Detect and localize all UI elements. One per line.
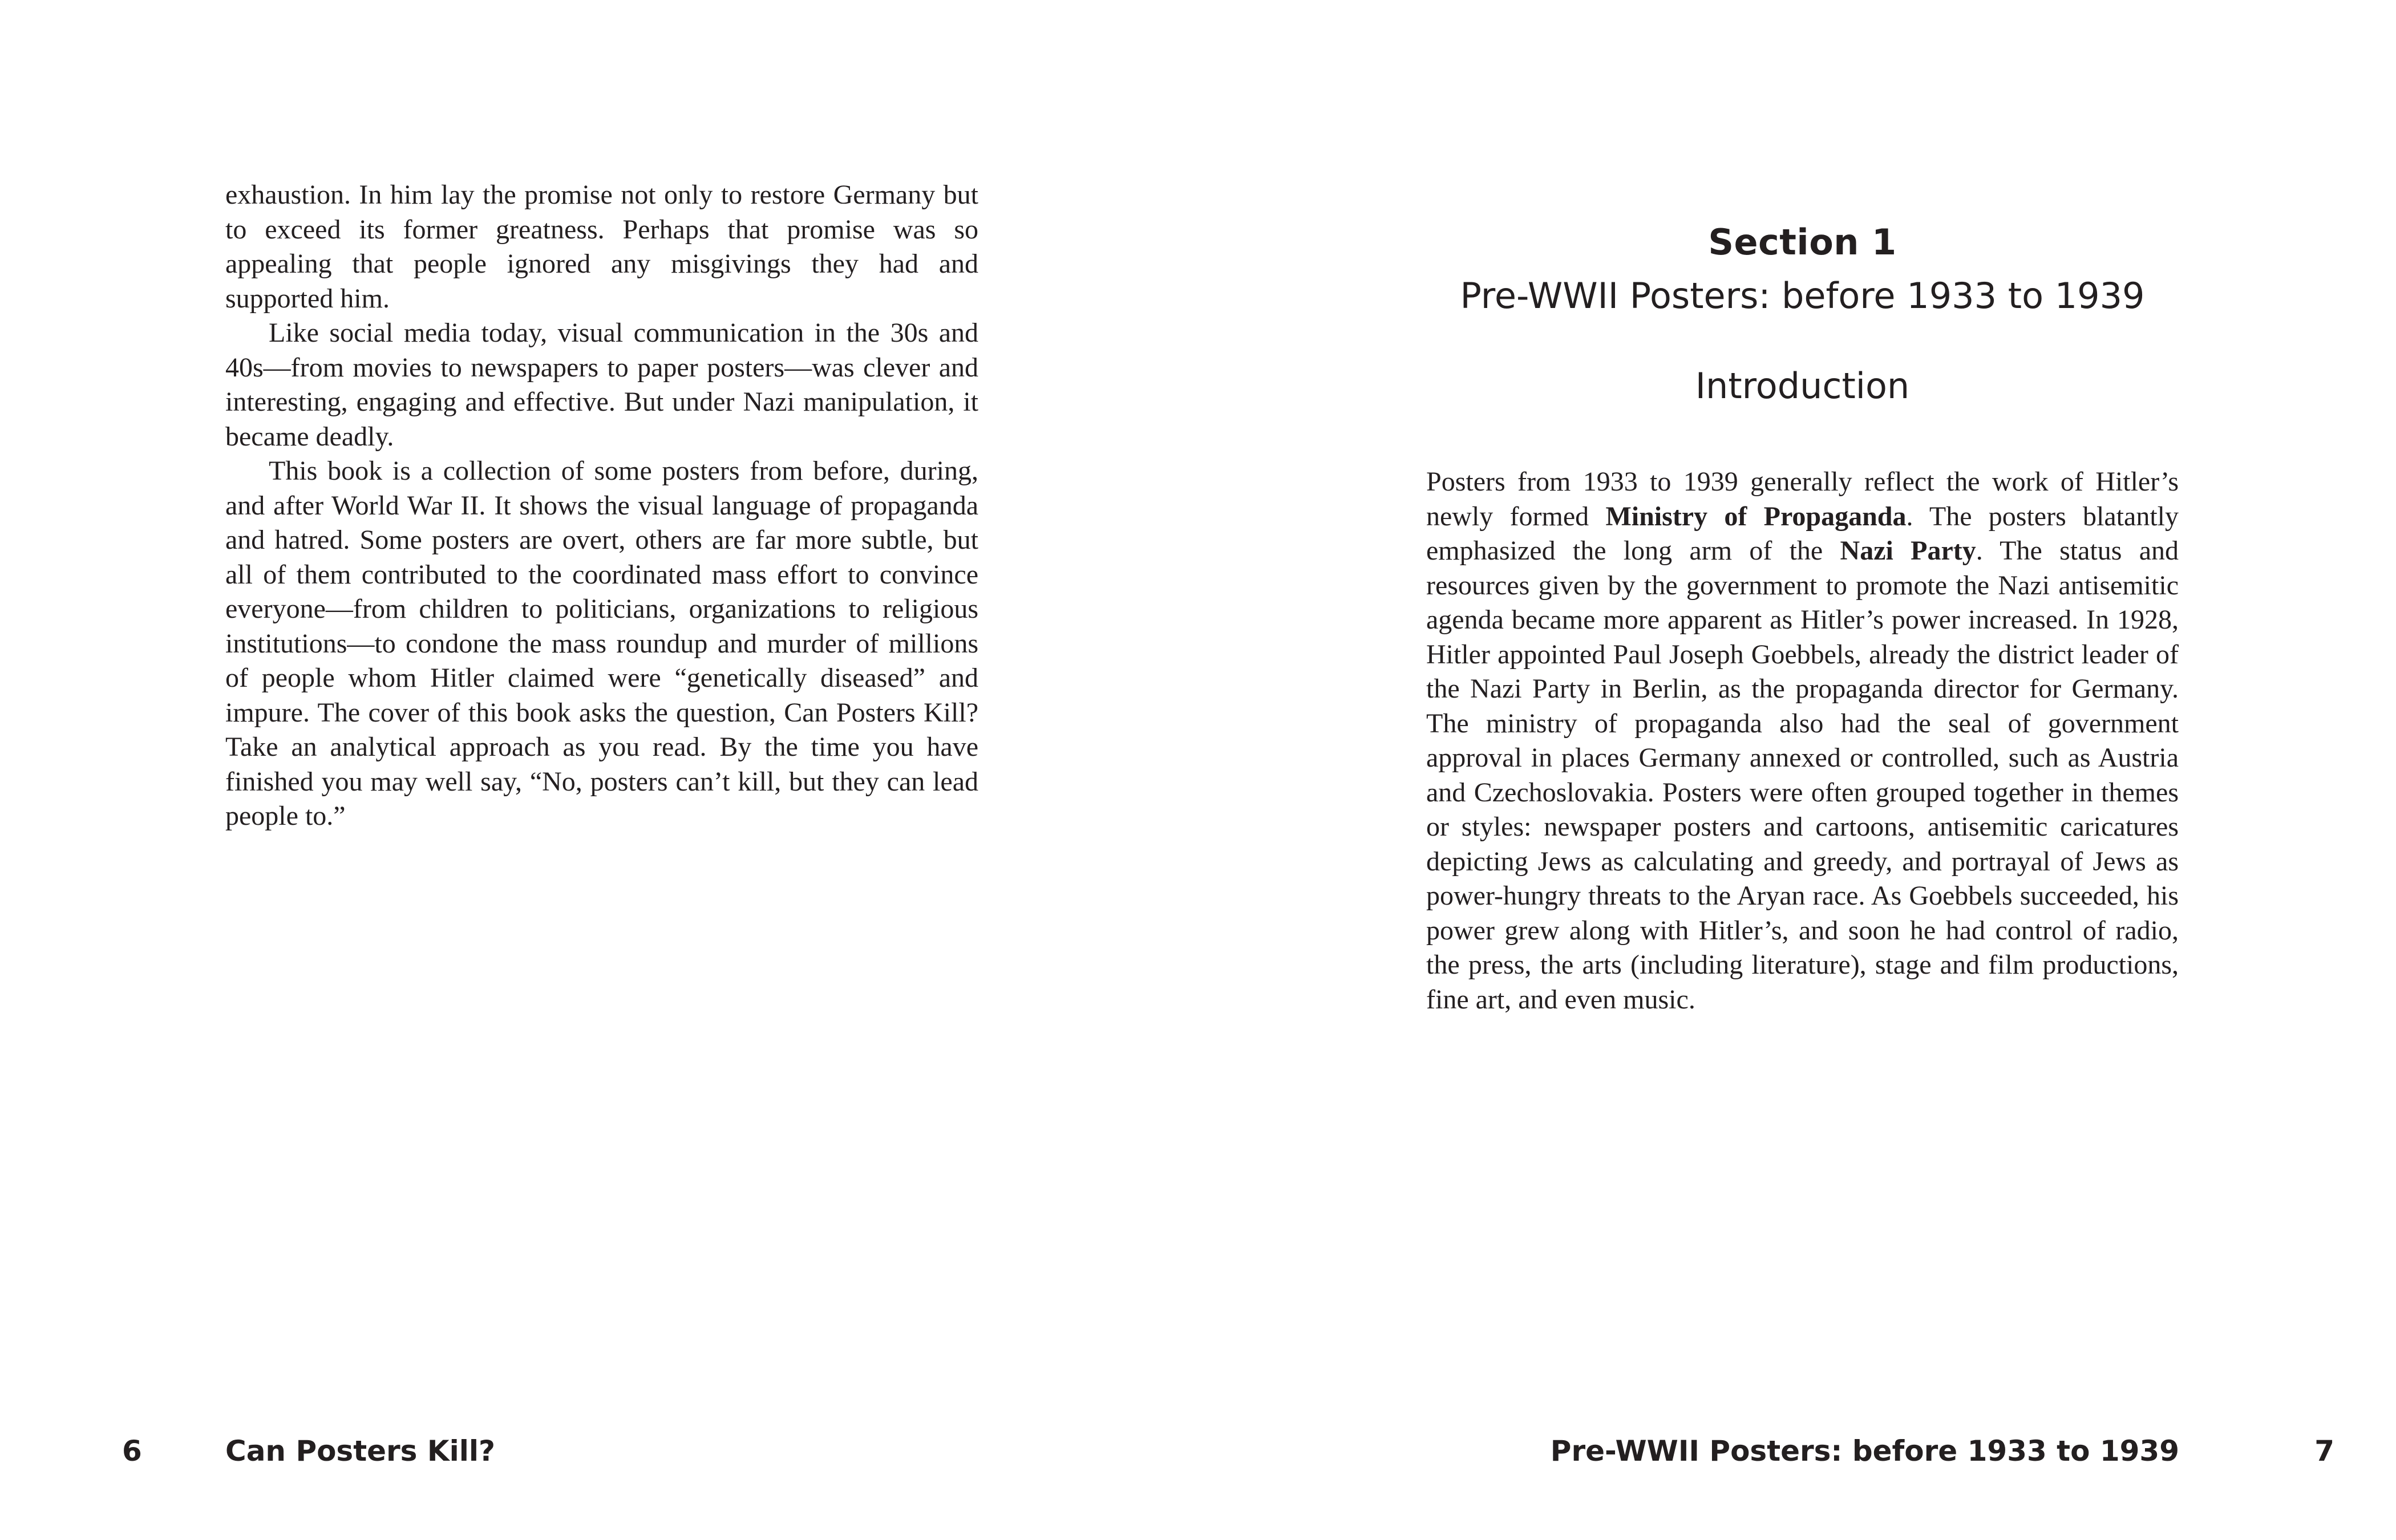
page-number-left: 6 xyxy=(122,1434,142,1468)
section-label: Section 1 xyxy=(1708,221,1897,263)
running-head-left: Can Posters Kill? xyxy=(225,1434,495,1468)
right-page xyxy=(1198,0,2396,1540)
running-head-right: Pre-WWII Posters: before 1933 to 1939 xyxy=(1550,1434,2179,1468)
body-paragraph: exhaustion. In him lay the promise not only to restore Germany but to exceed its former greatness. Perhaps that promise was so appealing that people ignored any misgivings they had and supported him. xyxy=(225,180,978,314)
section-subtitle: Introduction xyxy=(1695,365,1910,407)
page-number-right: 7 xyxy=(2314,1434,2334,1468)
right-page-body xyxy=(1426,465,2179,1017)
key-term-party: Nazi Party xyxy=(1840,536,1976,566)
intro-text-part: Posters from 1933 to 1939 generally reflect the work of Hitler’s newly formed xyxy=(1426,467,2179,532)
section-title: Pre-WWII Posters: before 1933 to 1939 xyxy=(1460,275,2145,317)
intro-text-part: . The status and resources given by the government to promote the Nazi antisemitic agenda became more apparent as Hitler’s power increased. In 1928, Hitler appointed Paul Joseph Goebbels, already the district leader of the Nazi Party in Berlin, as the propaganda director for Germany. The ministry of propaganda also had the seal of government approval in places Germany annexed or controlled, such as Austria and Czechoslovakia. Posters were often grouped together in themes or styles: newspaper posters and cartoons, antisemitic caricatures depicting Jews as calculating and greedy, and portrayal of Jews as power-hungry threats to the Aryan race. As Goebbels succeeded, his power grew along with Hitler’s, and soon he had control of radio, the press, the arts (including literature), stage and film productions, fine art, and even music. xyxy=(1426,536,2179,1015)
intro-text-part: . The posters blatantly emphasized the long arm of the xyxy=(1426,501,2179,566)
body-paragraph: Like social media today, visual communication in the 30s and 40s—from movies to newspapers to paper posters—was clever and interesting, engaging and effective. But under Nazi manipulation, it became deadly. xyxy=(225,318,978,452)
intro-paragraph xyxy=(1426,465,2179,1017)
key-term-ministry: Ministry of Propaganda xyxy=(1605,501,1907,532)
body-paragraph: This book is a collection of some posters from before, during, and after World War II. It shows the visual language of propaganda and hatred. Some posters are overt, others are far more subtle, but all of them contributed to the coordinated mass effort to convince everyone—from children to politicians, organizations to religious institutions—to condone the mass roundup and murder of millions of people whom Hitler claimed were “genetically diseased” and impure. The cover of this book asks the question, Can Posters Kill? Take an analytical approach as you read. By the time you have finished you may well say, “No, posters can’t kill, but they can lead people to.” xyxy=(225,456,978,831)
left-page-body xyxy=(225,178,978,834)
